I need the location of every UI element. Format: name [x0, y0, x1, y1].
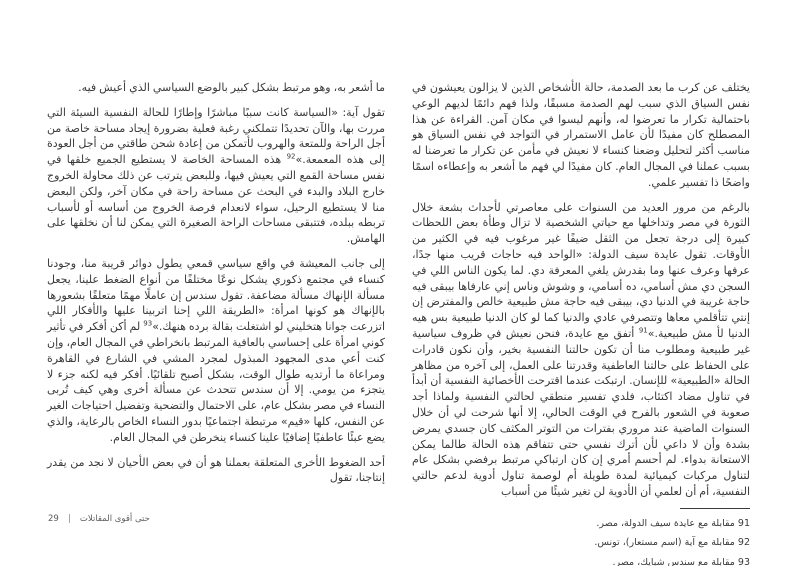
paragraph-text: هذه المساحة الخاصة لا يستطيع الجميع خلقها في نفس مساحة القمع التي يعيش فيها، وللبعض يترتب عن ذلك محاولة الخروج خارج البلاد والبدء في البحث عن مساحة راحة في مكان آخر، ولكن البعض منا لا يستطيع الرحيل، سواء لانعدام فرصة الخروج من أساسه أو لأسباب تربطه ببلده، فتتبقى مساحات الراحة الصغيرة التي يمكن لنا أن نخلقها على الهامش. — [47, 153, 385, 246]
paragraph-text: أحد الضغوط الأخرى المتعلقة بعملنا هو أن في بعض الأحيان لا نجد من يقدر إنتاجنا، تقول — [47, 455, 385, 485]
footnote-text: مقابلة مع آية (اسم مستعار)، تونس. — [594, 537, 735, 549]
footnote-text: مقابلة مع سندس شبايك، مصر. — [612, 556, 735, 566]
footnote-separator-rule — [680, 508, 750, 509]
paragraph-text: تقول آية: «السياسة كانت سببًا مباشرًا وإطارًا للحالة النفسية السيئة التي مررت بها، والآن تحديدًا تتملكني رغبة فعلية بضرورة إيجاد مساحة خاصة من أجل الراحة وللمتعة والهروب لأتمكن من إعادة شحن طاقتي من أجل العودة إلى هذه المعمعة.» — [47, 105, 385, 167]
footnote-item — [412, 533, 750, 553]
footnote-ref: 92 — [286, 152, 296, 161]
content-columns — [48, 80, 750, 566]
footnote-list — [412, 514, 750, 566]
paragraph-text: يختلف عن كرب ما بعد الصدمة، حالة الأشخاص الذين لا يزالون يعيشون في نفس السياق الذي سبب لهم الصدمة مسبقًا، ولذا فهم دائمًا لديهم الوعي باحتمالية تكرار ما تعرضوا له، وأنهم ليسوا في مكان آمن. القراءة عن هذا المصطلح كان مفيدًا لأن عامل الاستمرار في التواجد في نفس السياق هو مناسب أكثر لتحليل وضعنا كنساء لا نعيش في مأمن عن تكرار ما تعرضنا له بسبب عملنا في المجال العام. كان مفيدًا لي فهم ما أشعر به وإعطاءه اسمًا واضحًا ذا تفسير علمي. — [412, 81, 750, 189]
paragraph-text: ما أشعر به، وهو مرتبط بشكل كبير بالوضع السياسي الذي أعيش فيه. — [78, 81, 385, 94]
paragraph-text: أتفق مع عايدة، فنحن نعيش في ظروف سياسية غير طبيعية ومطلوب منا أن تكون حالتنا النفسية بخير، وأن نكون قادرات على الحفاظ على حالتنا العاطفية وقدرتنا على العمل، إلى آخره من مظاهر الحالة «الطبيعية» للإنسان. ارتبكت عندما اقترحت الأخصائية النفسية أن أبدأ في تناول مضاد اكتئاب، فلدي تفسير منطقي لحالتي النفسية ولماذا أجد صعوبة في الشعور بالفرح في الوقت الحالي، إلا أنها شرحت لي أن خلال السنوات الماضية عند مروري بفترات من التوتر المكثف كان جسدي يمرض بشدة وأن لا داعي لأن أترك نفسي حتى تتفاقم هذه الحالة طالما يمكن الاستعانة بدواء. لم أحسم أمري إن كان ارتباكي مرتبط برفضي بشكل عام لتناول مركبات كيميائية لمدة طويلة أم لوصمة تناول أدوية لدعم حالتي النفسية، أم أن لعلمي أن الأدوية لن تغير شيئًا من أسباب — [412, 326, 750, 498]
footer-book-title: حتى أقوى المقاتلات — [79, 514, 150, 524]
footnote-text: مقابلة مع عايدة سيف الدولة، مصر. — [596, 517, 735, 529]
footnote-item — [412, 553, 750, 566]
column-first — [412, 80, 750, 566]
footer-page-number: 29 — [48, 514, 59, 524]
column-second — [47, 80, 385, 566]
footnote-number: 92 — [734, 537, 750, 549]
footer-divider: | — [67, 514, 71, 524]
footnote-item — [412, 514, 750, 534]
body-paragraph — [412, 200, 750, 500]
paragraph-text: بالرغم من مرور العديد من السنوات على معاصرتي لأحداث بشعة خلال الثورة في مصر وتداخلها مع حياتي الشخصية لا تزال وطأة بعض اللحظات كبيرة إلى درجة تجعل من الثقل ضيفًا غير مرغوب فيه في الكثير من الأوقات. تقول عايدة سيف الدولة: «الواحد فيه حاجات قريب منها جدًا، عرفها وعرف عنها وما بقدرش يلغي المعرفة دي. لما يكون الناس اللي في السجن دي مش أسامي، ده أسامي، و وشوش وناس إني عارفاها بيبقى فيه حاجة غريبة في الدنيا دي، بيبقى فيه حاجة مش طبيعية خالص والمفترض إن إنتي تتأقلمي معاها وتتصرفي عادي والدنيا كما لو كان الدنيا طبيعية بس هيه الدنيا لأ مش طبيعية.» — [412, 200, 750, 340]
body-paragraph — [412, 80, 750, 191]
body-paragraph — [47, 256, 385, 446]
body-paragraph — [47, 80, 385, 96]
footnote-ref: 93 — [143, 319, 153, 328]
footnote-block — [412, 500, 750, 566]
paragraph-text: إلى جانب المعيشة في واقع سياسي قمعي يطول دوائر قريبة منا، وجودنا كنساء في مجتمع ذكوري يشكل نوعًا مختلفًا من أنواع الضغط علينا، يجعل مسألة الإنهاك مسألة مضاعفة. تقول سندس إن عاملًا مهمًا متعلقًا بشعورها بالإنهاك هو كونها امرأة: «الطريقة اللي إحنا اتربينا عليها والأفكار اللي اتزرعت جوانا هتخليني لو اشتغلت بقالة برده هنهك.» — [47, 256, 385, 334]
footnote-number: 93 — [734, 556, 750, 566]
body-paragraph — [47, 105, 385, 247]
column-second-paragraphs — [47, 80, 385, 486]
footnote-ref: 91 — [638, 326, 648, 335]
paragraph-text: لم أكن أفكر في تأثير كوني امرأة على إحساسي بالعافية المرتبط بانخراطي في المجال العام، وإن كنت أعي مدى المجهود المبذول لمجرد المشي في الشارع في القاهرة ومراعاة ما أرتديه طوال الوقت، بشكل أصبح تلقائيًا. أفكر فيه لكنه جزء لا يتجزء من يومي. إلا أن سندس تتحدث عن مسألة أخرى وهي كيف تُربى النساء في مصر بشكل عام، على الاحتمال والتضحية وتفضيل احتياجات الغير عن النفس، كلها «قيم» مرتبطة اجتماعيًا بدور النساء الخاص بالرعاية، والذي يضع عبئًا عاطفيًا إضافيًا علينا كنساء ينخرطن في المجال العام. — [47, 320, 385, 444]
column-first-paragraphs — [412, 80, 750, 500]
page-footer — [48, 514, 150, 524]
body-paragraph — [47, 455, 385, 487]
footnote-number: 91 — [734, 517, 750, 529]
